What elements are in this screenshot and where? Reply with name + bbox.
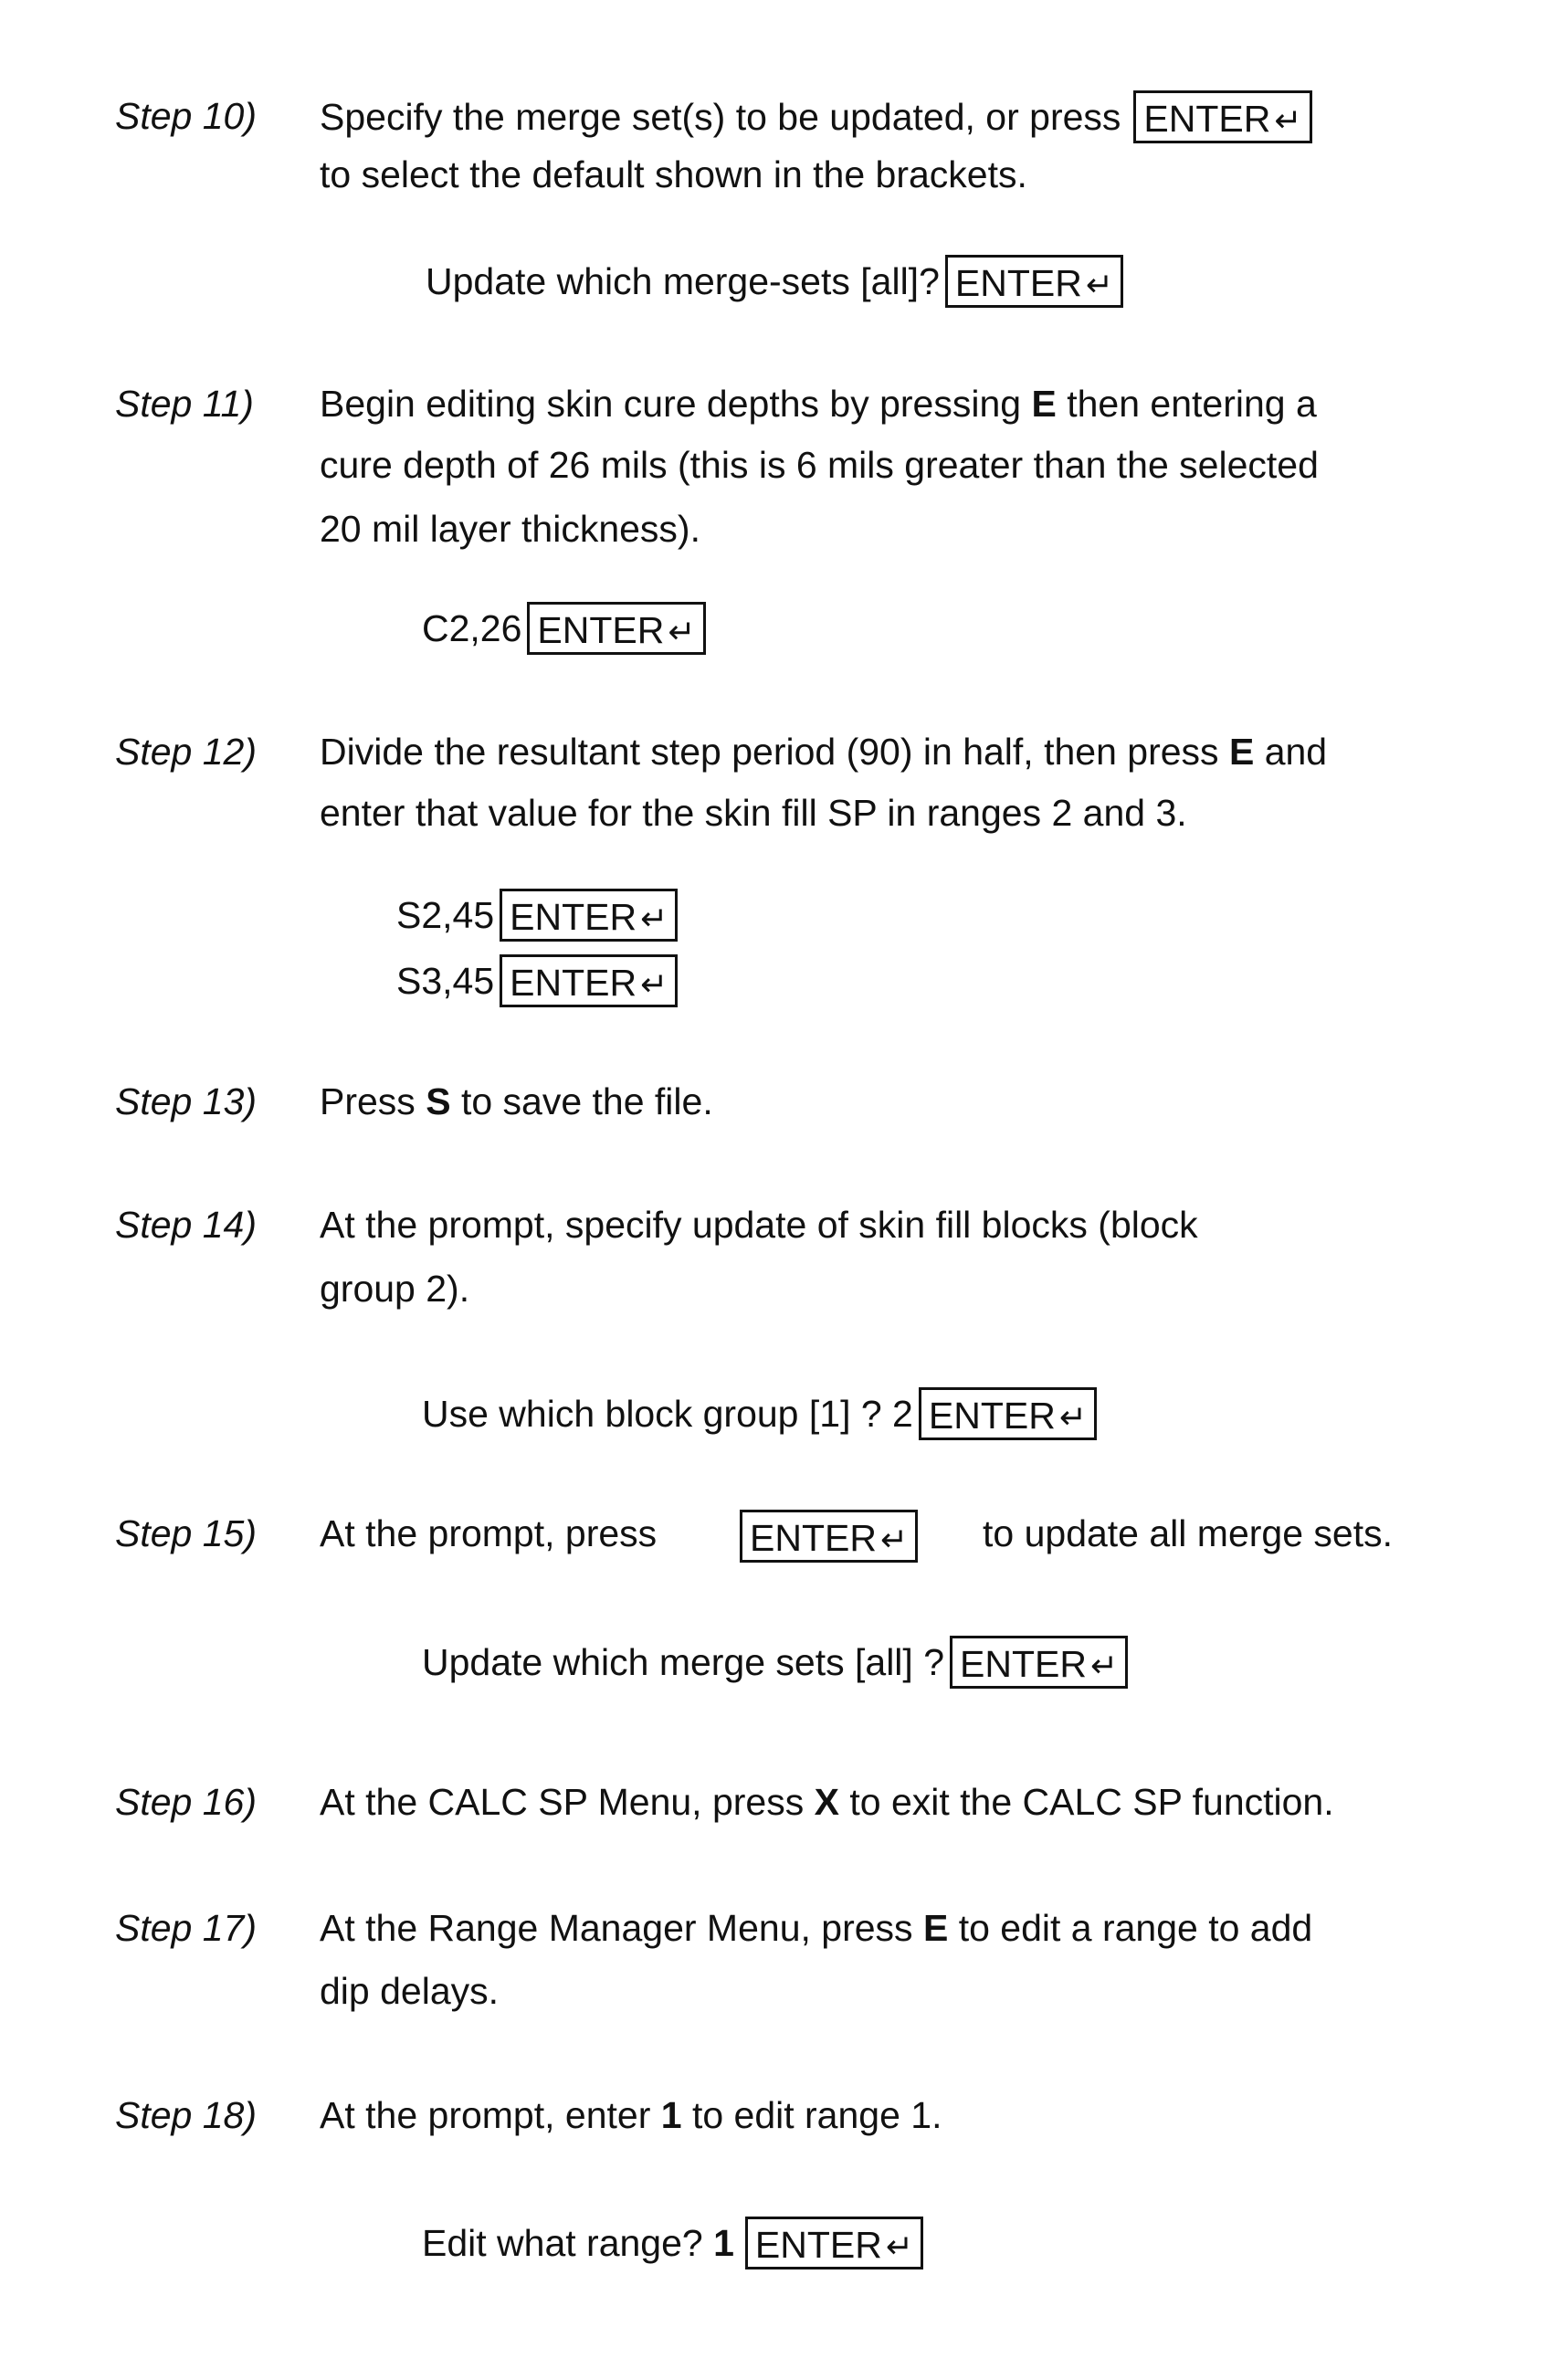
enter-key: [945, 255, 1123, 308]
prompt-text: Use which block group [1] ? 2: [422, 1388, 913, 1439]
prompt-text: Edit what range?: [422, 2217, 713, 2269]
enter-key: [919, 1387, 1097, 1440]
text: At the Range Manager Menu, press: [320, 1907, 923, 1949]
prompt-value: 1: [713, 2217, 734, 2269]
return-arrow-icon: ↵: [886, 2227, 913, 2265]
step-text: enter that value for the skin fill SP in ranges 2 and 3.: [320, 787, 1187, 838]
step-text: At the prompt, press: [320, 1508, 657, 1559]
text: Begin editing skin cure depths by pressing: [320, 383, 1031, 425]
return-arrow-icon: ↵: [1274, 101, 1301, 139]
return-arrow-icon: ↵: [640, 900, 668, 937]
enter-key: [1133, 90, 1311, 143]
step-label: Step 16): [115, 1776, 257, 1827]
key-label: ENTER: [510, 896, 637, 938]
enter-key: [745, 2217, 923, 2269]
key-label: ENTER: [510, 962, 637, 1004]
enter-key: [740, 1510, 918, 1563]
step-label: Step 12): [115, 726, 257, 777]
step-text: [320, 1902, 1312, 1953]
return-arrow-icon: ↵: [640, 965, 668, 1003]
text: then entering a: [1057, 383, 1317, 425]
return-arrow-icon: ↵: [1059, 1398, 1087, 1436]
step-text: [320, 1076, 713, 1127]
text: to exit the CALC SP function.: [839, 1781, 1334, 1823]
step-label: Step 10): [115, 90, 257, 142]
key-label: ENTER: [750, 1517, 877, 1559]
key-letter: X: [815, 1781, 839, 1823]
step-text: [320, 1776, 1334, 1827]
step-text: [320, 90, 1312, 142]
prompt-text: S2,45: [396, 890, 494, 941]
step-label: Step 15): [115, 1508, 257, 1559]
enter-key: [500, 954, 678, 1007]
key-letter: E: [1031, 383, 1056, 425]
key-label: ENTER: [1143, 98, 1270, 140]
prompt-text: Update which merge sets [all] ?: [422, 1637, 944, 1688]
enter-key-inline: [734, 1508, 918, 1559]
return-arrow-icon: ↵: [668, 613, 695, 650]
prompt: [422, 1636, 1128, 1687]
return-arrow-icon: ↵: [880, 1521, 908, 1558]
step-text: to update all merge sets.: [983, 1508, 1393, 1559]
step-text: to select the default shown in the brackets.: [320, 149, 1027, 200]
text: Divide the resultant step period (90) in half, then press: [320, 731, 1229, 773]
key-label: ENTER: [755, 2224, 882, 2266]
step-label: Step 14): [115, 1199, 257, 1250]
prompt: [422, 602, 706, 653]
prompt-text: Update which merge-sets [all]?: [426, 256, 940, 307]
text: to save the file.: [451, 1080, 713, 1122]
step-label: Step 11): [115, 378, 254, 429]
step-text: dip delays.: [320, 1965, 499, 2017]
key-label: ENTER: [955, 262, 1082, 304]
prompt: [422, 2217, 923, 2268]
key-letter: 1: [661, 2094, 682, 2136]
step-text: 20 mil layer thickness).: [320, 503, 700, 554]
key-label: ENTER: [960, 1643, 1087, 1685]
text: to edit a range to add: [948, 1907, 1312, 1949]
key-label: ENTER: [929, 1395, 1056, 1437]
prompt: [396, 954, 678, 1006]
return-arrow-icon: ↵: [1090, 1647, 1118, 1684]
step-text: [320, 2090, 942, 2141]
step-text: [320, 726, 1327, 777]
step-label: Step 18): [115, 2090, 257, 2141]
prompt-text: S3,45: [396, 955, 494, 1006]
enter-key: [500, 889, 678, 942]
key-letter: S: [426, 1080, 450, 1122]
step-text: At the prompt, specify update of skin fill blocks (block: [320, 1199, 1198, 1250]
enter-key: [950, 1636, 1128, 1689]
return-arrow-icon: ↵: [1086, 266, 1113, 303]
text: Press: [320, 1080, 426, 1122]
step-label: Step 13): [115, 1076, 257, 1127]
key-label: ENTER: [537, 609, 664, 651]
text: At the prompt, enter: [320, 2094, 661, 2136]
step-label: Step 17): [115, 1902, 257, 1953]
text: and: [1254, 731, 1327, 773]
text: to edit range 1.: [682, 2094, 942, 2136]
text: At the CALC SP Menu, press: [320, 1781, 815, 1823]
key-letter: E: [923, 1907, 948, 1949]
enter-key: [527, 602, 705, 655]
prompt: [426, 255, 1123, 306]
step-text: group 2).: [320, 1263, 469, 1314]
prompt: [396, 889, 678, 940]
step-text: cure depth of 26 mils (this is 6 mils greater than the selected: [320, 439, 1319, 490]
prompt-text: C2,26: [422, 603, 521, 654]
step-text: [320, 378, 1317, 429]
prompt: [422, 1387, 1097, 1438]
key-letter: E: [1229, 731, 1254, 773]
text: Specify the merge set(s) to be updated, or press: [320, 91, 1121, 142]
